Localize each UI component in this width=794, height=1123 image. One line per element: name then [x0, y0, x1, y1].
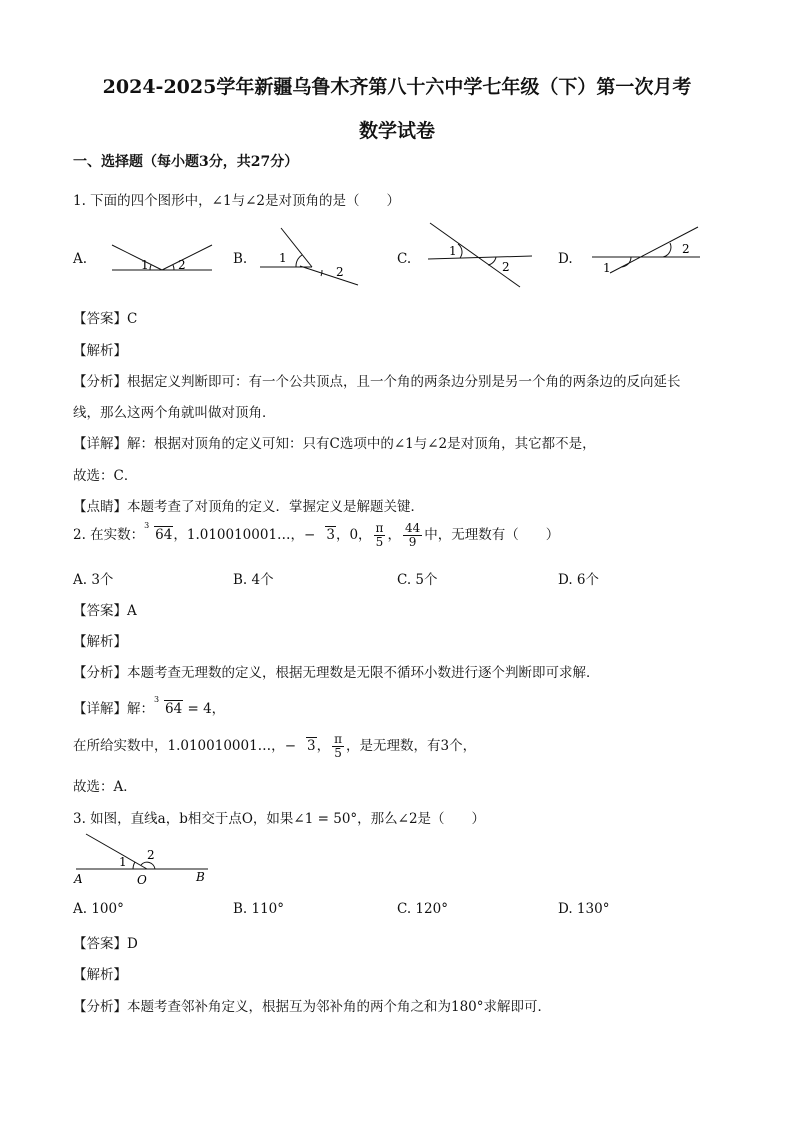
q3-label-b: B: [196, 870, 205, 884]
q2-analysis-header: 【解析】: [73, 634, 127, 650]
q2-analysis: 【分析】本题考查无理数的定义，根据无理数是无限不循环小数进行逐个判断即可求解．: [73, 665, 600, 681]
q3-label-2: 2: [147, 848, 155, 862]
sqrt-3: 3: [326, 527, 335, 544]
cube-root-64-detail: 3 64: [154, 695, 183, 717]
q3-label-1: 1: [119, 855, 127, 869]
q2-option-b: B. 4个: [233, 572, 274, 588]
q3-option-a: A. 100°: [73, 901, 124, 917]
q2-line2: 在所给实数中，1.010010001…，− 3， $\frac{\pi}{5}$ ，是无理数，有3个，: [73, 732, 477, 761]
q3-option-c: C. 120°: [397, 901, 448, 917]
q1-d-label-1: 1: [603, 261, 611, 275]
q1-analysis-line1: 【分析】根据定义判断即可：有一个公共顶点，且一个角的两条边分别是另一个角的两条边的反向延长: [73, 374, 681, 390]
q3-label-o: O: [137, 873, 147, 887]
q2-stem-suffix: 中，无理数有（ ）: [424, 527, 560, 544]
q1-figures: [0, 215, 794, 295]
q2-option-c: C. 5个: [397, 572, 438, 588]
q2-option-d: D. 6个: [558, 572, 600, 588]
q2-detail: 【详解】解： 3 64 = 4，: [73, 695, 226, 717]
q1-c-label-1: 1: [449, 244, 457, 258]
q2-stem: 2. 在实数： 3 64，1.010010001…，− 3，0， $\frac{\pi}{5}$ ， $\frac{44}{9}$ 中，无理数有（ ）: [73, 521, 560, 550]
q1-a-label-2: 2: [178, 258, 186, 272]
q1-option-c: C.: [397, 251, 412, 267]
q1-stem: 1. 下面的四个图形中，∠1与∠2是对顶角的是（ ）: [73, 193, 400, 209]
q1-option-a: A.: [73, 251, 88, 267]
q2-choose: 故选：A．: [73, 779, 137, 795]
q3-analysis-header: 【解析】: [73, 967, 127, 983]
q2-stem-prefix: 2. 在实数：: [73, 527, 145, 544]
page-title: 2024-2025学年新疆乌鲁木齐第八十六中学七年级（下）第一次月考: [102, 76, 692, 98]
q3-option-d: D. 130°: [558, 901, 610, 917]
q1-d-label-2: 2: [682, 242, 690, 256]
q1-comment: 【点睛】本题考查了对顶角的定义．掌握定义是解题关键．: [73, 499, 424, 515]
page-subtitle: 数学试卷: [358, 120, 435, 142]
q2-answer: 【答案】A: [73, 603, 137, 619]
q1-analysis-line2: 线，那么这两个角就叫做对顶角．: [73, 405, 276, 421]
q3-option-b: B. 110°: [233, 901, 285, 917]
q3-answer: 【答案】D: [73, 936, 138, 952]
q1-b-label-1: 1: [279, 251, 287, 265]
fraction-pi-over-5-detail: $\frac{\pi}{5}$: [334, 732, 342, 761]
q1-choose: 故选：C．: [73, 468, 138, 484]
q1-b-label-2: 2: [336, 265, 344, 279]
q1-option-b: B.: [233, 251, 248, 267]
q1-a-label-1: 1: [141, 258, 149, 272]
section-heading: 一、选择题（每小题3分，共27分）: [73, 154, 299, 170]
fraction-44-over-9: $\frac{44}{9}$: [404, 521, 421, 550]
q1-option-d: D.: [558, 251, 573, 267]
q1-detail: 【详解】解：根据对顶角的定义可知：只有C选项中的∠1与∠2是对顶角，其它都不是，: [73, 436, 596, 452]
fraction-pi-over-5: $\frac{\pi}{5}$: [375, 521, 384, 550]
q2-sep1: ，1.010010001…，: [173, 527, 305, 544]
cube-root-64: 3 64: [144, 521, 173, 544]
q1-figure-a: [112, 245, 212, 270]
q1-analysis-header: 【解析】: [73, 343, 127, 359]
q3-figure: [0, 828, 260, 888]
q3-analysis: 【分析】本题考查邻补角定义，根据互为邻补角的两个角之和为180°求解即可．: [73, 999, 552, 1015]
q1-c-label-2: 2: [502, 260, 510, 274]
q3-stem: 3. 如图，直线a，b相交于点O，如果∠1 = 50°，那么∠2是（ ）: [73, 811, 486, 827]
q1-answer: 【答案】C: [73, 311, 138, 327]
sqrt-3-detail: 3: [307, 738, 316, 755]
q3-label-a: A: [74, 872, 83, 886]
q2-option-a: A. 3个: [73, 572, 114, 588]
q1-figure-c: [428, 223, 532, 287]
